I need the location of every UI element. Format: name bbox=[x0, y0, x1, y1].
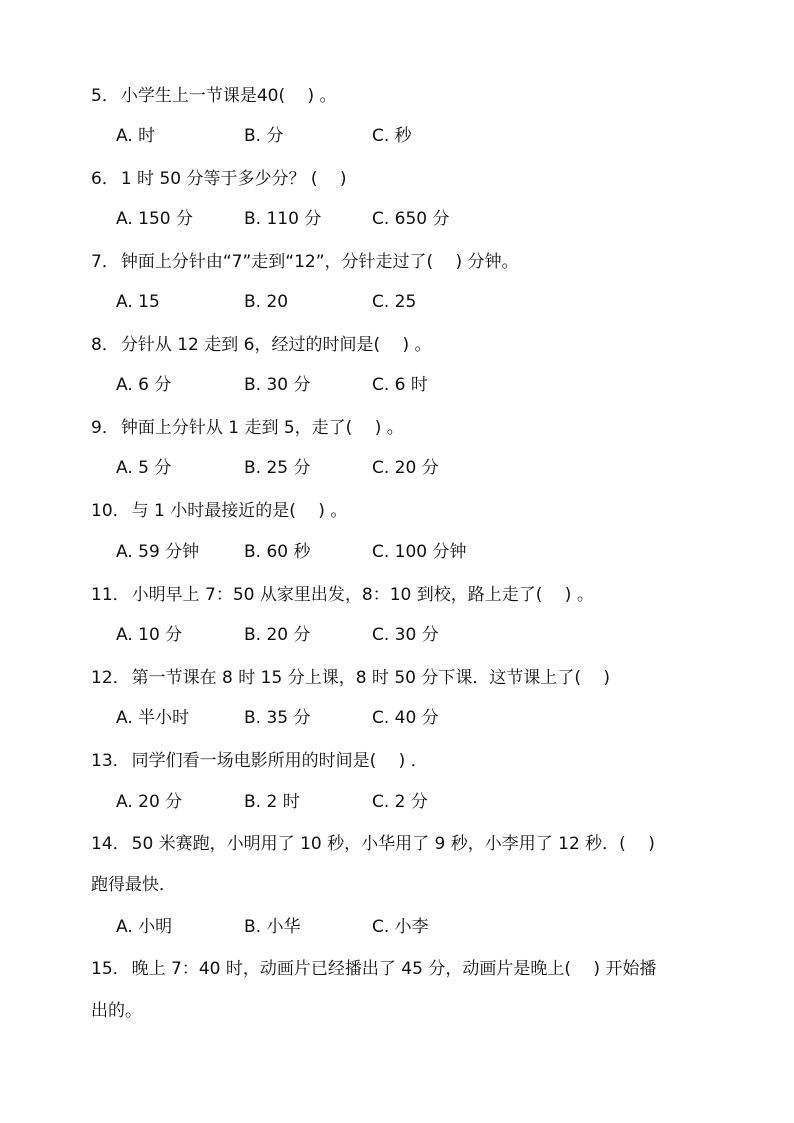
question-7 bbox=[91, 251, 731, 273]
option-c: C. 小李 bbox=[372, 917, 429, 937]
option-c: C. 30 分 bbox=[372, 625, 439, 645]
option-b: B. 20 分 bbox=[244, 625, 311, 645]
option-c: C. 2 分 bbox=[372, 792, 428, 812]
question-13 bbox=[91, 750, 731, 772]
question-number: 9． bbox=[91, 418, 119, 438]
option-c: C. 6 时 bbox=[372, 375, 428, 395]
question-number: 8． bbox=[91, 335, 119, 355]
option-c: C. 25 bbox=[372, 292, 417, 312]
question-text: 晚上 7：40 时，动画片已经播出了 45 分，动画片是晚上( ) 开始播 bbox=[131, 959, 657, 979]
question-number: 7． bbox=[91, 252, 119, 272]
question-11 bbox=[91, 584, 731, 606]
question-15-continuation: 出的。 bbox=[91, 1001, 142, 1021]
option-a: A. 10 分 bbox=[116, 625, 183, 645]
option-b: B. 分 bbox=[244, 126, 284, 146]
option-a: A. 5 分 bbox=[116, 458, 172, 478]
option-a: A. 6 分 bbox=[116, 375, 172, 395]
question-text: 分针从 12 走到 6，经过的时间是( ) 。 bbox=[120, 335, 432, 355]
question-text: 钟面上分针从 1 走到 5，走了( ) 。 bbox=[120, 418, 404, 438]
question-number: 11． bbox=[91, 585, 130, 605]
question-text: 小学生上一节课是40( ) 。 bbox=[120, 86, 337, 106]
question-number: 15． bbox=[91, 959, 130, 979]
question-15 bbox=[91, 958, 731, 980]
question-10 bbox=[91, 500, 731, 522]
option-c: C. 650 分 bbox=[372, 209, 450, 229]
option-c: C. 秒 bbox=[372, 126, 412, 146]
option-a: A. 20 分 bbox=[116, 792, 183, 812]
option-a: A. 150 分 bbox=[116, 209, 193, 229]
question-text: 与 1 小时最接近的是( ) 。 bbox=[131, 501, 348, 521]
option-a: A. 小明 bbox=[116, 917, 173, 937]
option-b: B. 小华 bbox=[244, 917, 301, 937]
option-b: B. 25 分 bbox=[244, 458, 311, 478]
question-9 bbox=[91, 417, 731, 439]
option-b: B. 60 秒 bbox=[244, 542, 311, 562]
question-number: 12． bbox=[91, 668, 130, 688]
question-14-continuation: 跑得最快． bbox=[91, 875, 176, 895]
question-6 bbox=[91, 168, 731, 190]
option-c: C. 20 分 bbox=[372, 458, 439, 478]
question-text: 50 米赛跑，小明用了 10 秒，小华用了 9 秒，小李用了 12 秒．( ) bbox=[131, 834, 655, 854]
option-a: A. 时 bbox=[116, 126, 156, 146]
question-14 bbox=[91, 833, 731, 855]
question-number: 6． bbox=[91, 169, 119, 189]
question-text: 钟面上分针由“7”走到“12”，分针走过了( ) 分钟。 bbox=[120, 252, 519, 272]
option-b: B. 20 bbox=[244, 292, 289, 312]
option-c: C. 40 分 bbox=[372, 708, 439, 728]
option-a: A. 15 bbox=[116, 292, 160, 312]
question-number: 13． bbox=[91, 751, 130, 771]
question-text: 1 时 50 分等于多少分？ ( ) bbox=[120, 169, 347, 189]
question-number: 5． bbox=[91, 86, 119, 106]
question-text: 第一节课在 8 时 15 分上课，8 时 50 分下课．这节课上了( ) bbox=[131, 668, 611, 688]
option-b: B. 35 分 bbox=[244, 708, 311, 728]
option-b: B. 110 分 bbox=[244, 209, 322, 229]
question-text: 小明早上 7：50 从家里出发，8：10 到校，路上走了( ) 。 bbox=[131, 585, 594, 605]
option-b: B. 30 分 bbox=[244, 375, 311, 395]
question-number: 14． bbox=[91, 834, 130, 854]
question-8 bbox=[91, 334, 731, 356]
question-number: 10． bbox=[91, 501, 130, 521]
option-c: C. 100 分钟 bbox=[372, 542, 467, 562]
option-a: A. 59 分钟 bbox=[116, 542, 200, 562]
question-text: 同学们看一场电影所用的时间是( ) ． bbox=[131, 751, 428, 771]
option-b: B. 2 时 bbox=[244, 792, 300, 812]
question-5 bbox=[91, 85, 731, 107]
question-12 bbox=[91, 667, 731, 689]
option-a: A. 半小时 bbox=[116, 708, 190, 728]
